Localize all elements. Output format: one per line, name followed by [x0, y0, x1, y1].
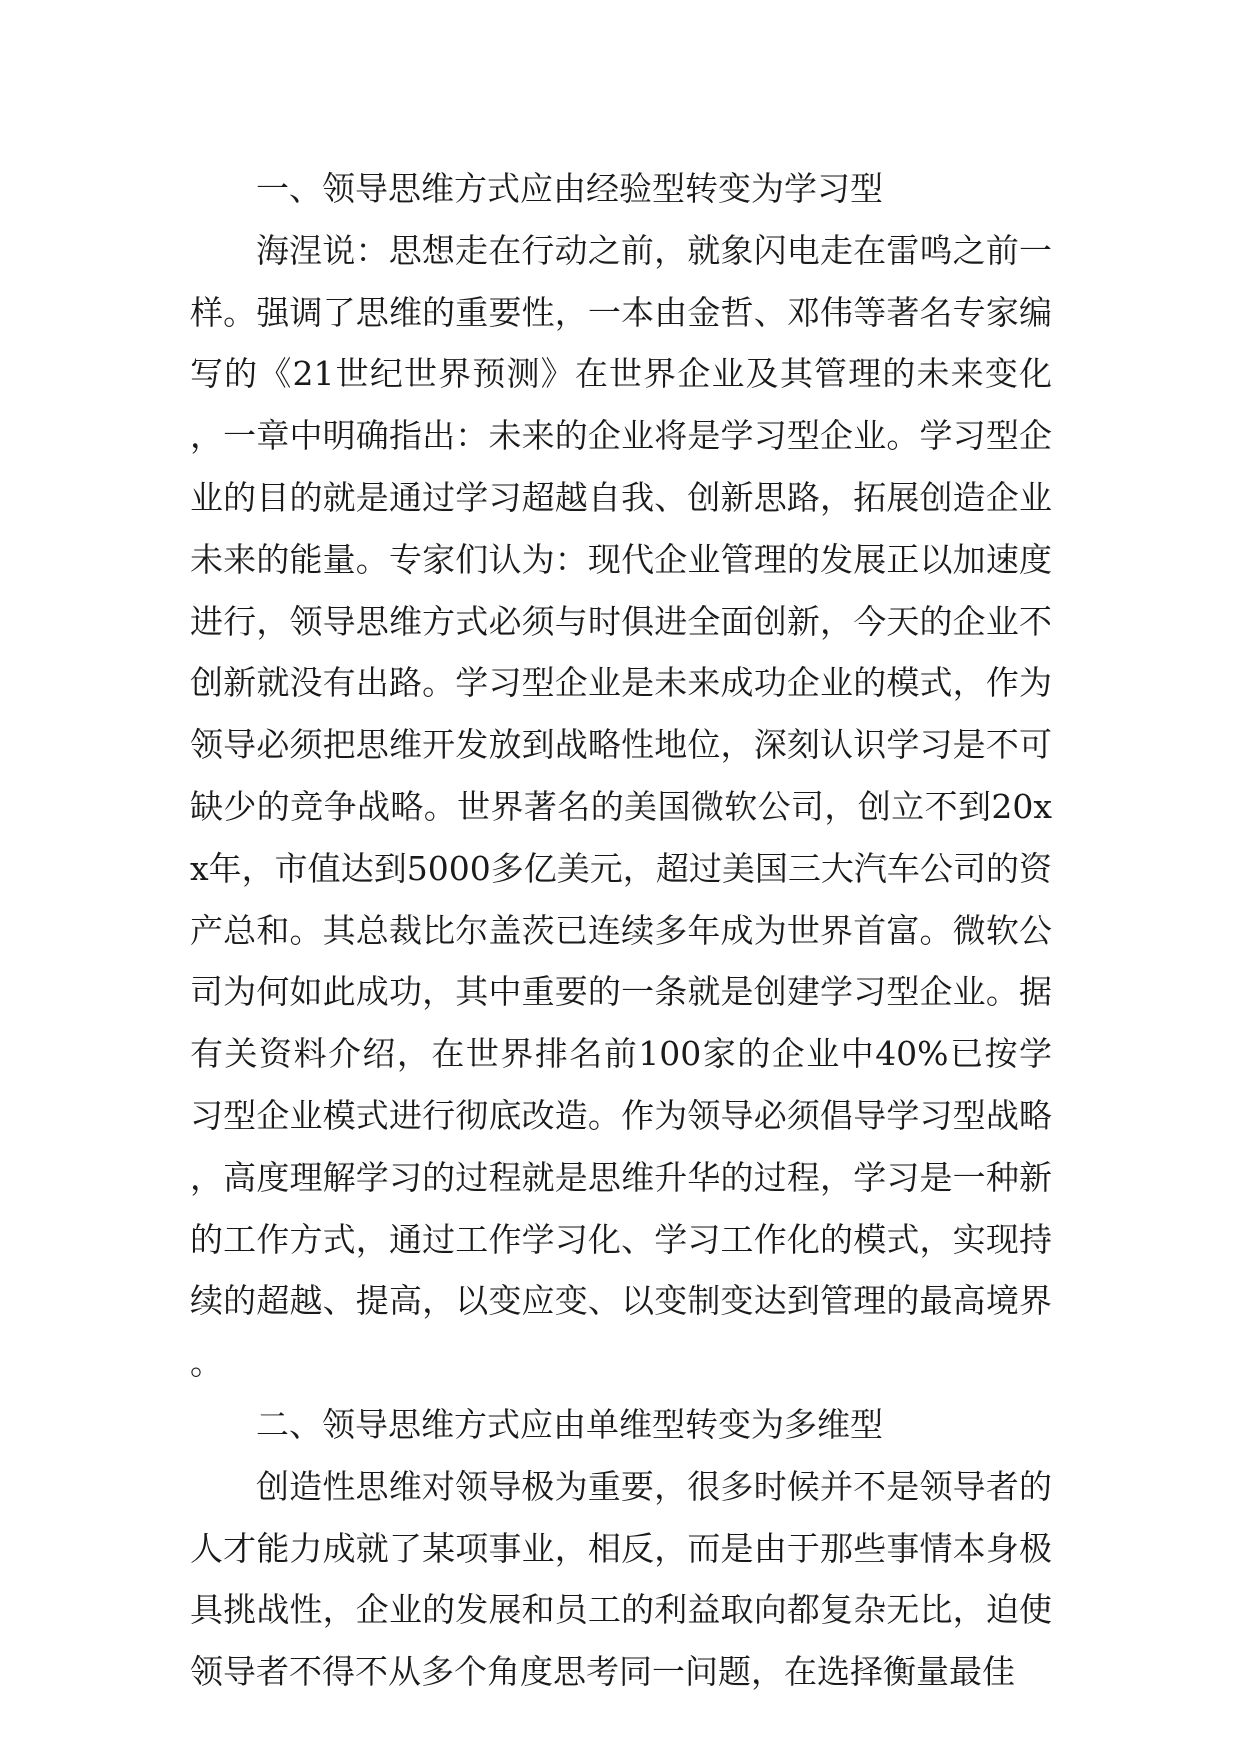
section-paragraph-2: 创造性思维对领导极为重要，很多时候并不是领导者的人才能力成就了某项事业，相反，而是由于那些事情本身极具挑战性，企业的发展和员工的利益取向都复杂无比，迫使领导者不得不从多个角度思考同一问题，在选择衡量最佳 [190, 1466, 1052, 1692]
section-heading-2: 二、领导思维方式应由单维型转变为多维型 [256, 1404, 883, 1444]
section-paragraph-1: 海涅说：思想走在行动之前，就象闪电走在雷鸣之前一样。强调了思维的重要性，一本由金哲、邓伟等著名专家编写的《21世纪世界预测》在世界企业及其管理的未来变化，一章中明确指出：未来的企业将是学习型企业。学习型企业的目的就是通过学习超越自我、创新思路，拓展创造企业未来的能量。专家们认为：现代企业管理的发展正以加速度进行，领导思维方式必须与时俱进全面创新，今天的企业不创新就没有出路。学习型企业是未来成功企业的模式，作为领导必须把思维开发放到战略性地位，深刻认识学习是不可缺少的竞争战略。世界著名的美国微软公司，创立不到20xx年，市值达到5000多亿美元，超过美国三大汽车公司的资产总和。其总裁比尔盖茨已连续多年成为世界首富。微软公司为何如此成功，其中重要的一条就是创建学习型企业。据有关资料介绍，在世界排名前100家的企业中40%已按学习型企业模式进行彻底改造。作为领导必须倡导学习型战略，高度理解学习的过程就是思维升华的过程，学习是一种新的工作方式，通过工作学习化、学习工作化的模式，实现持续的超越、提高，以变应变、以变制变达到管理的最高境界。 [190, 230, 1052, 1383]
section-heading-1: 一、领导思维方式应由经验型转变为学习型 [256, 169, 883, 208]
document-body [190, 158, 1052, 1703]
